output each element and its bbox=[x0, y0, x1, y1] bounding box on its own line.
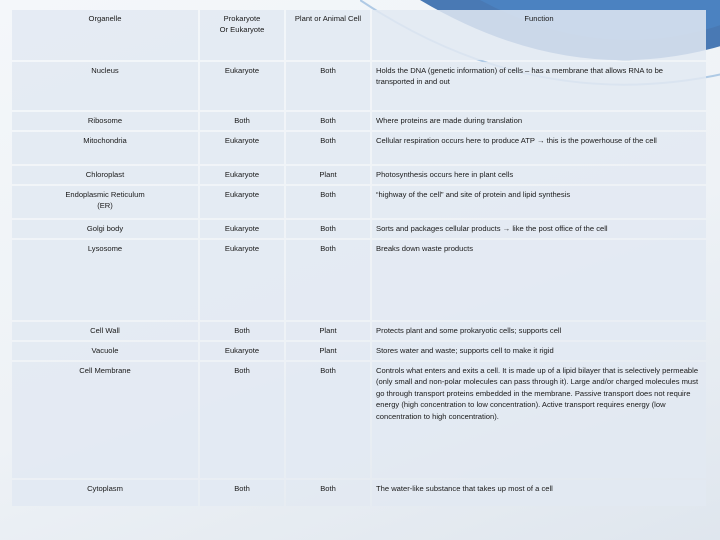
table-row bbox=[12, 322, 706, 340]
header-function: Function bbox=[372, 10, 706, 60]
cell-function: The water-like substance that takes up most of a cell bbox=[372, 480, 706, 506]
cell-function: Cellular respiration occurs here to produce ATP → this is the powerhouse of the cell bbox=[372, 132, 706, 164]
cell-type: Eukaryote bbox=[200, 342, 284, 360]
cell-type: Both bbox=[200, 480, 284, 506]
cell-organelle: Lysosome bbox=[12, 240, 198, 320]
table-row bbox=[12, 186, 706, 218]
header-prokaryote-eukaryote: Prokaryote Or Eukaryote bbox=[200, 10, 284, 60]
cell-function: “highway of the cell” and site of protein and lipid synthesis bbox=[372, 186, 706, 218]
cell-plant-animal: Both bbox=[286, 240, 370, 320]
cell-organelle: Chloroplast bbox=[12, 166, 198, 184]
cell-function: Breaks down waste products bbox=[372, 240, 706, 320]
cell-organelle: Mitochondria bbox=[12, 132, 198, 164]
cell-type: Eukaryote bbox=[200, 166, 284, 184]
cell-function: Holds the DNA (genetic information) of cells – has a membrane that allows RNA to be transported in and out bbox=[372, 62, 706, 110]
cell-organelle: Cytoplasm bbox=[12, 480, 198, 506]
header-organelle: Organelle bbox=[12, 10, 198, 60]
cell-function: Stores water and waste; supports cell to make it rigid bbox=[372, 342, 706, 360]
cell-plant-animal: Both bbox=[286, 480, 370, 506]
table-row bbox=[12, 112, 706, 130]
cell-type: Eukaryote bbox=[200, 186, 284, 218]
cell-type: Eukaryote bbox=[200, 62, 284, 110]
cell-function: Controls what enters and exits a cell. It is made up of a lipid bilayer that is selectively permeable (only small and non-polar molecules can pass through it). Large and/or charged molecules must go through transport proteins embedded in the membrane. Passive transport does not require energy (high concentration to low concentration). Active transport requires energy (low concentration to high concentration). bbox=[372, 362, 706, 478]
cell-type: Both bbox=[200, 112, 284, 130]
table-row bbox=[12, 342, 706, 360]
cell-type: Eukaryote bbox=[200, 220, 284, 238]
cell-plant-animal: Both bbox=[286, 220, 370, 238]
header-plant-animal: Plant or Animal Cell bbox=[286, 10, 370, 60]
cell-plant-animal: Plant bbox=[286, 166, 370, 184]
cell-type: Eukaryote bbox=[200, 132, 284, 164]
table-header-row bbox=[12, 10, 706, 60]
cell-organelle: Cell Wall bbox=[12, 322, 198, 340]
cell-organelle: Golgi body bbox=[12, 220, 198, 238]
cell-organelle: Endoplasmic Reticulum (ER) bbox=[12, 186, 198, 218]
table-row bbox=[12, 166, 706, 184]
cell-function: Where proteins are made during translation bbox=[372, 112, 706, 130]
cell-plant-animal: Both bbox=[286, 132, 370, 164]
cell-plant-animal: Plant bbox=[286, 322, 370, 340]
cell-plant-animal: Both bbox=[286, 362, 370, 478]
organelle-table bbox=[10, 8, 708, 508]
cell-type: Eukaryote bbox=[200, 240, 284, 320]
table-row bbox=[12, 480, 706, 506]
cell-organelle: Nucleus bbox=[12, 62, 198, 110]
cell-type: Both bbox=[200, 362, 284, 478]
table-row bbox=[12, 132, 706, 164]
table-row bbox=[12, 62, 706, 110]
table-row bbox=[12, 240, 706, 320]
cell-plant-animal: Both bbox=[286, 186, 370, 218]
cell-plant-animal: Plant bbox=[286, 342, 370, 360]
cell-function: Sorts and packages cellular products → like the post office of the cell bbox=[372, 220, 706, 238]
cell-type: Both bbox=[200, 322, 284, 340]
cell-organelle: Vacuole bbox=[12, 342, 198, 360]
cell-organelle: Cell Membrane bbox=[12, 362, 198, 478]
cell-function: Photosynthesis occurs here in plant cells bbox=[372, 166, 706, 184]
cell-plant-animal: Both bbox=[286, 112, 370, 130]
table-row bbox=[12, 220, 706, 238]
cell-plant-animal: Both bbox=[286, 62, 370, 110]
cell-function: Protects plant and some prokaryotic cells; supports cell bbox=[372, 322, 706, 340]
table-row bbox=[12, 362, 706, 478]
cell-organelle: Ribosome bbox=[12, 112, 198, 130]
